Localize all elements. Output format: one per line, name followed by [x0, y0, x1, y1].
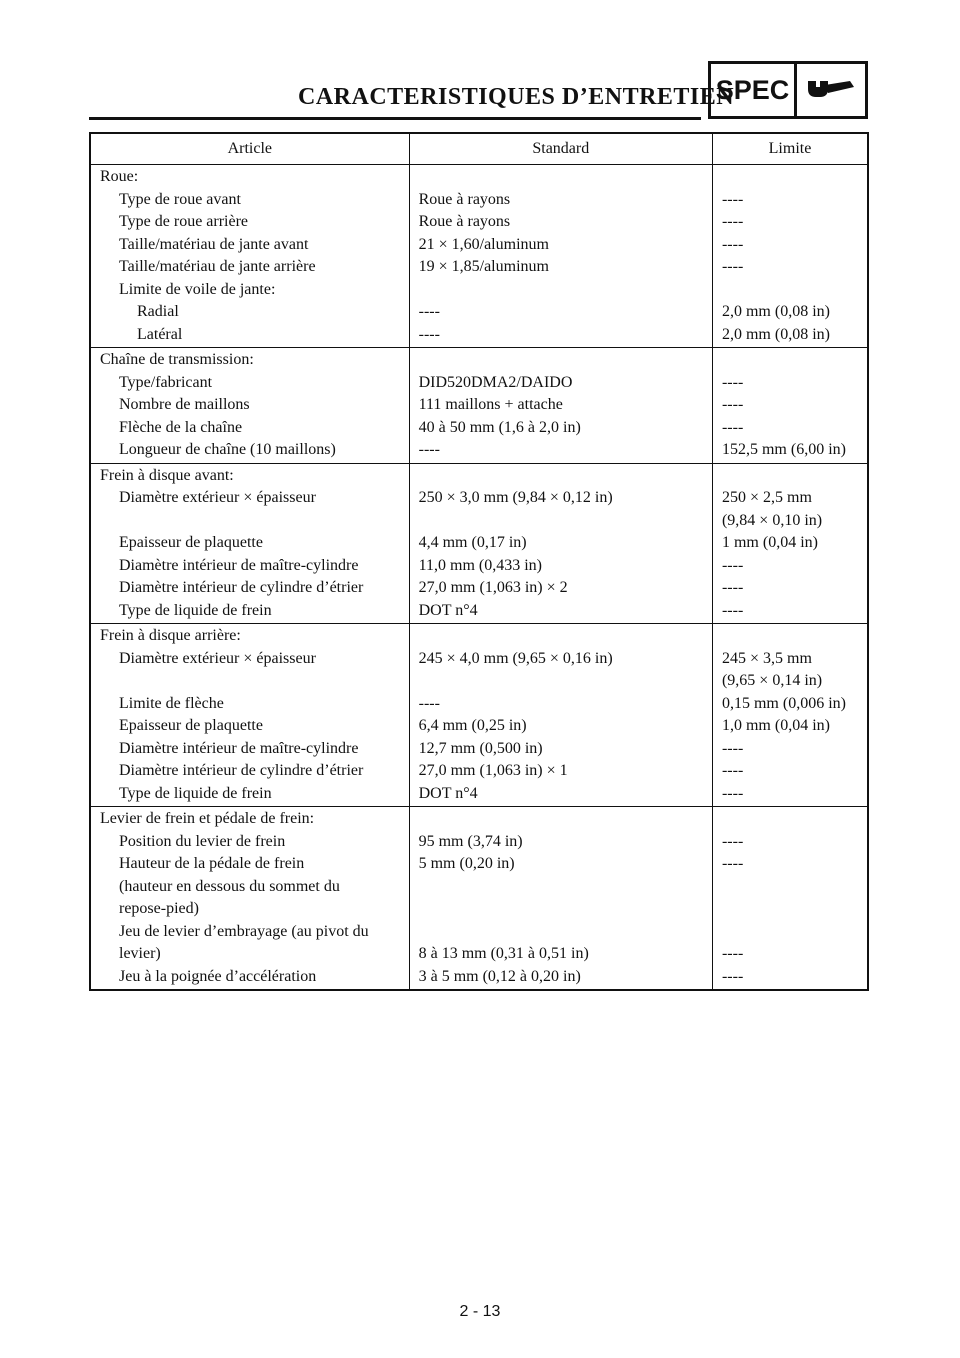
standard-cell: 6,4 mm (0,25 in) [409, 715, 712, 738]
limit-cell: ---- [712, 853, 868, 921]
item-cell: Jeu de levier d’embrayage (au pivot du levier) [119, 922, 369, 962]
item-cell: Diamètre extérieur × épaisseur [119, 649, 316, 667]
section-title-limit-cell [712, 624, 868, 648]
spec-badge [708, 61, 868, 119]
item-cell: Diamètre extérieur × épaisseur [119, 489, 316, 506]
header-rule [89, 117, 701, 120]
section-title-limit-cell [712, 807, 868, 831]
table-row [90, 693, 868, 716]
section-title-row [90, 348, 868, 372]
section-title: Levier de frein et pédale de frein: [100, 810, 315, 827]
section-title-standard-cell [409, 348, 712, 372]
limit-cell: ---- [712, 234, 868, 257]
section-title-standard-cell [409, 463, 712, 487]
page-title: CARACTERISTIQUES D’ENTRETIEN [298, 84, 735, 110]
table-row [90, 600, 868, 624]
standard-cell: 111 maillons + attache [409, 394, 712, 417]
standard-cell: DOT n°4 [409, 783, 712, 807]
item-cell: Taille/matériau de jante avant [119, 235, 309, 253]
section-title: Chaîne de transmission: [100, 351, 254, 368]
table-section [90, 807, 868, 991]
table-row [90, 324, 868, 348]
limit-cell: ---- [712, 966, 868, 991]
standard-cell: 40 à 50 mm (1,6 à 2,0 in) [409, 417, 712, 440]
table-row [90, 211, 868, 234]
limit-cell: 1,0 mm (0,04 in) [712, 715, 868, 738]
limit-cell: 152,5 mm (6,00 in) [712, 439, 868, 463]
limit-cell: ---- [712, 417, 868, 440]
standard-cell: 11,0 mm (0,433 in) [409, 555, 712, 578]
table-row [90, 648, 868, 693]
section-title-limit-cell [712, 165, 868, 189]
section-title-standard-cell [409, 807, 712, 831]
item-cell: Limite de voile de jante: [119, 280, 276, 298]
limit-cell: ---- [712, 921, 868, 966]
standard-cell: DID520DMA2/DAIDO [409, 372, 712, 395]
page-number: 2 - 13 [459, 1303, 501, 1320]
standard-cell: 12,7 mm (0,500 in) [409, 738, 712, 761]
table-row [90, 831, 868, 854]
limit-cell: ---- [712, 760, 868, 783]
limit-cell: 0,15 mm (0,006 in) [712, 693, 868, 716]
item-cell: Nombre de maillons [119, 396, 250, 413]
table-row [90, 256, 868, 279]
table-row [90, 189, 868, 212]
table-section [90, 624, 868, 807]
standard-cell: Roue à rayons [409, 189, 712, 212]
limit-cell: ---- [712, 783, 868, 807]
table-row [90, 487, 868, 532]
table-row [90, 966, 868, 991]
item-cell: Type/fabricant [119, 373, 213, 391]
limit-cell: ---- [712, 600, 868, 624]
spec-badge-label: SPEC [711, 64, 797, 116]
item-cell: Latéral [137, 325, 183, 343]
column-header-limit: Limite [712, 133, 868, 165]
table-row [90, 715, 868, 738]
table-row [90, 738, 868, 761]
table-row [90, 279, 868, 302]
item-cell: Position du levier de frein [119, 832, 286, 850]
section-title-standard-cell [409, 624, 712, 648]
item-cell: Taille/matériau de jante arrière [119, 258, 316, 275]
standard-cell: DOT n°4 [409, 600, 712, 624]
section-title-limit-cell [712, 463, 868, 487]
table-row [90, 372, 868, 395]
standard-cell: 3 à 5 mm (0,12 à 0,20 in) [409, 966, 712, 991]
section-title-row [90, 463, 868, 487]
table-section [90, 165, 868, 348]
standard-cell [409, 279, 712, 302]
item-cell: Epaisseur de plaquette [119, 534, 263, 551]
limit-cell: 250 × 2,5 mm (9,84 × 0,10 in) [712, 487, 868, 532]
standard-cell: 27,0 mm (1,063 in) × 1 [409, 760, 712, 783]
table-row [90, 394, 868, 417]
item-cell: Longueur de chaîne (10 maillons) [119, 441, 336, 458]
item-cell: Diamètre intérieur de cylindre d’étrier [119, 579, 364, 596]
table-row [90, 234, 868, 257]
limit-cell: ---- [712, 738, 868, 761]
item-cell: Type de roue avant [119, 190, 241, 208]
standard-cell: 5 mm (0,20 in) [409, 853, 712, 921]
section-title-row [90, 165, 868, 189]
limit-cell: ---- [712, 189, 868, 212]
standard-cell: Roue à rayons [409, 211, 712, 234]
wrench-icon [797, 64, 865, 116]
table-row [90, 921, 868, 966]
item-cell: Limite de flèche [119, 694, 224, 712]
table-row [90, 301, 868, 324]
standard-cell: 4,4 mm (0,17 in) [409, 532, 712, 555]
item-cell: Radial [137, 303, 179, 320]
table-row [90, 760, 868, 783]
standard-cell: ---- [409, 439, 712, 463]
item-cell: Epaisseur de plaquette [119, 717, 263, 734]
table-row [90, 417, 868, 440]
item-cell: Diamètre intérieur de maître-cylindre [119, 739, 359, 757]
limit-cell: ---- [712, 211, 868, 234]
standard-cell: 250 × 3,0 mm (9,84 × 0,12 in) [409, 487, 712, 532]
table-section [90, 463, 868, 624]
column-header-article: Article [90, 133, 409, 165]
limit-cell [712, 279, 868, 302]
item-cell: Flèche de la chaîne [119, 418, 243, 436]
standard-cell: 8 à 13 mm (0,31 à 0,51 in) [409, 921, 712, 966]
spec-table [89, 132, 869, 991]
section-title-row [90, 807, 868, 831]
table-section [90, 348, 868, 464]
section-title: Roue: [100, 168, 139, 185]
item-cell: Diamètre intérieur de maître-cylindre [119, 556, 359, 574]
item-cell: Type de roue arrière [119, 213, 249, 230]
limit-cell: ---- [712, 577, 868, 600]
item-cell: Jeu à la poignée d’accélération [119, 967, 317, 985]
standard-cell: 21 × 1,60/aluminum [409, 234, 712, 257]
table-row [90, 853, 868, 921]
section-title-standard-cell [409, 165, 712, 189]
limit-cell: 245 × 3,5 mm (9,65 × 0,14 in) [712, 648, 868, 693]
section-title: Frein à disque avant: [100, 466, 234, 484]
limit-cell: 2,0 mm (0,08 in) [712, 324, 868, 348]
section-title-row [90, 624, 868, 648]
item-cell: Type de liquide de frein [119, 601, 272, 619]
standard-cell: 19 × 1,85/aluminum [409, 256, 712, 279]
table-row [90, 439, 868, 463]
limit-cell: ---- [712, 394, 868, 417]
item-cell: Type de liquide de frein [119, 784, 272, 802]
column-header-standard: Standard [409, 133, 712, 165]
table-row [90, 532, 868, 555]
standard-cell: 27,0 mm (1,063 in) × 2 [409, 577, 712, 600]
standard-cell: ---- [409, 693, 712, 716]
standard-cell: ---- [409, 301, 712, 324]
standard-cell: 95 mm (3,74 in) [409, 831, 712, 854]
table-row [90, 783, 868, 807]
limit-cell: 2,0 mm (0,08 in) [712, 301, 868, 324]
table-header-row [90, 133, 868, 165]
section-title: Frein à disque arrière: [100, 627, 241, 644]
limit-cell: 1 mm (0,04 in) [712, 532, 868, 555]
item-cell: Diamètre intérieur de cylindre d’étrier [119, 762, 364, 779]
standard-cell: ---- [409, 324, 712, 348]
limit-cell: ---- [712, 256, 868, 279]
limit-cell: ---- [712, 831, 868, 854]
limit-cell: ---- [712, 372, 868, 395]
section-title-limit-cell [712, 348, 868, 372]
table-row [90, 577, 868, 600]
limit-cell: ---- [712, 555, 868, 578]
standard-cell: 245 × 4,0 mm (9,65 × 0,16 in) [409, 648, 712, 693]
item-cell: Hauteur de la pédale de frein (hauteur en dessous du sommet du repose-pied) [119, 855, 340, 917]
table-row [90, 555, 868, 578]
